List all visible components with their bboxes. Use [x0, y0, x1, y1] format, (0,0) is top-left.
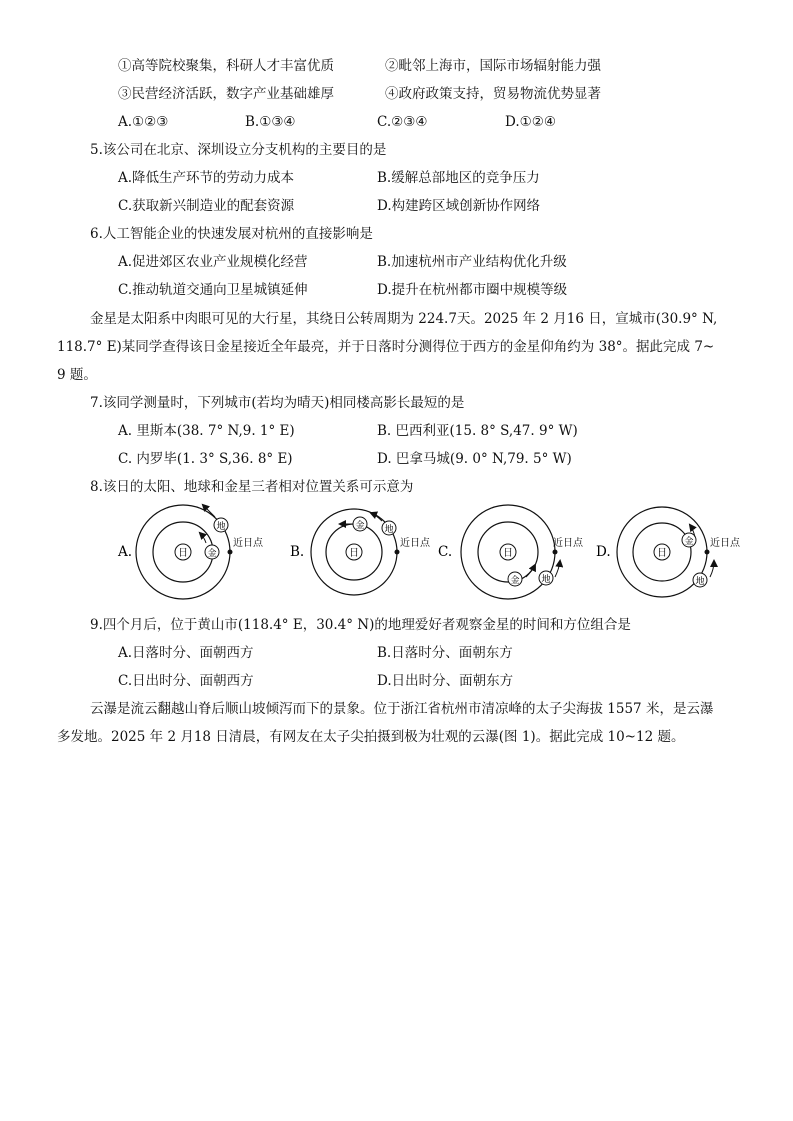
- q9-option-c[interactable]: C.日出时分、面朝西方: [118, 673, 254, 689]
- perihelion-label: 近日点: [553, 538, 583, 549]
- venus-intro-line-2: 118.7° E)某同学查得该日金星接近全年最亮，并于日落时分测得位于西方的金星仰角约为 38°。据此完成 7~: [57, 339, 715, 355]
- q6-option-b[interactable]: B.加速杭州市产业结构优化升级: [377, 254, 567, 270]
- venus-intro-line-1: 金星是太阳系中肉眼可见的大行星，其绕日公转周期为 224.7天。2025 年 2 月16 日，宣城市(30.9° N,: [90, 311, 718, 327]
- q8-letter-d: D.: [596, 544, 611, 560]
- perihelion-label: 近日点: [710, 538, 740, 549]
- q7-stem: 7.该同学测量时，下列城市(若均为晴天)相同楼高影长最短的是: [90, 395, 465, 411]
- q4-statement-3: ③民营经济活跃，数字产业基础雄厚: [118, 86, 334, 102]
- q5-option-d[interactable]: D.构建跨区域创新协作网络: [377, 198, 541, 214]
- q9-stem: 9.四个月后，位于黄山市(118.4° E，30.4° N)的地理爱好者观察金星的时间和方位组合是: [90, 617, 631, 633]
- venus-label: 金: [510, 576, 520, 586]
- q8-stem: 8.该日的太阳、地球和金星三者相对位置关系可示意为: [90, 479, 414, 495]
- q5-option-c[interactable]: C.获取新兴制造业的配套资源: [118, 198, 295, 214]
- q4-option-a[interactable]: A.①②③: [118, 114, 169, 130]
- sun-label: 日: [657, 548, 667, 559]
- earth-label: 地: [695, 577, 705, 587]
- perihelion-dot: [705, 550, 710, 555]
- q6-stem: 6.人工智能企业的快速发展对杭州的直接影响是: [90, 226, 373, 242]
- q5-option-a[interactable]: A.降低生产环节的劳动力成本: [118, 170, 295, 186]
- q9-option-d[interactable]: D.日出时分、面朝东方: [377, 673, 514, 689]
- q4-option-b[interactable]: B.①③④: [245, 114, 296, 130]
- q8-orbit-diagrams: [0, 495, 793, 610]
- q7-option-c[interactable]: C. 内罗毕(1. 3° S,36. 8° E): [118, 451, 293, 467]
- q9-option-b[interactable]: B.日落时分、面朝东方: [377, 645, 513, 661]
- q6-option-d[interactable]: D.提升在杭州都市圈中规模等级: [377, 282, 568, 298]
- q8-diagram-a[interactable]: [117, 505, 264, 599]
- cloud-intro-line-1: 云瀑是流云翻越山脊后顺山坡倾泻而下的景象。位于浙江省杭州市清凉峰的太子尖海拔 1557 米，是云瀑: [90, 701, 714, 717]
- q4-option-d[interactable]: D.①②④: [505, 114, 556, 130]
- venus-label: 金: [684, 537, 694, 547]
- perihelion-label: 近日点: [400, 538, 430, 549]
- q9-option-a[interactable]: A.日落时分、面朝西方: [118, 645, 254, 661]
- sun-label: 日: [349, 548, 359, 559]
- earth-label: 地: [384, 525, 394, 535]
- q6-option-a[interactable]: A.促进郊区农业产业规模化经营: [118, 254, 308, 270]
- perihelion-dot: [228, 550, 233, 555]
- sun-label: 日: [503, 548, 513, 559]
- perihelion-dot: [553, 550, 558, 555]
- q8-diagram-d[interactable]: [596, 507, 741, 597]
- q8-letter-a: A.: [118, 544, 133, 560]
- q7-option-a[interactable]: A. 里斯本(38. 7° N,9. 1° E): [118, 423, 295, 439]
- q8-diagram-b[interactable]: [290, 509, 431, 595]
- q5-stem: 5.该公司在北京、深圳设立分支机构的主要目的是: [90, 142, 387, 158]
- q4-statement-1: ①高等院校聚集，科研人才丰富优质: [118, 58, 334, 74]
- earth-label: 地: [541, 575, 551, 585]
- q8-letter-b: B.: [290, 544, 305, 560]
- earth-label: 地: [216, 522, 226, 532]
- q7-option-d[interactable]: D. 巴拿马城(9. 0° N,79. 5° W): [377, 451, 572, 467]
- q4-statement-2: ②毗邻上海市，国际市场辐射能力强: [385, 58, 601, 74]
- venus-intro-line-3: 9 题。: [57, 367, 97, 383]
- q4-option-c[interactable]: C.②③④: [377, 114, 428, 130]
- perihelion-dot: [395, 550, 400, 555]
- sun-label: 日: [178, 548, 188, 559]
- venus-label: 金: [207, 549, 217, 559]
- q8-letter-c: C.: [438, 544, 453, 560]
- q8-diagram-c[interactable]: [438, 505, 584, 599]
- perihelion-label: 近日点: [233, 538, 263, 549]
- q7-option-b[interactable]: B. 巴西利亚(15. 8° S,47. 9° W): [377, 423, 578, 439]
- cloud-intro-line-2: 多发地。2025 年 2 月18 日清晨，有网友在太子尖拍摄到极为壮观的云瀑(图 1)。据此完成 10~12 题。: [57, 729, 685, 745]
- q6-option-c[interactable]: C.推动轨道交通向卫星城镇延伸: [118, 282, 308, 298]
- q5-option-b[interactable]: B.缓解总部地区的竞争压力: [377, 170, 540, 186]
- q4-statement-4: ④政府政策支持，贸易物流优势显著: [385, 86, 601, 102]
- venus-label: 金: [355, 521, 365, 531]
